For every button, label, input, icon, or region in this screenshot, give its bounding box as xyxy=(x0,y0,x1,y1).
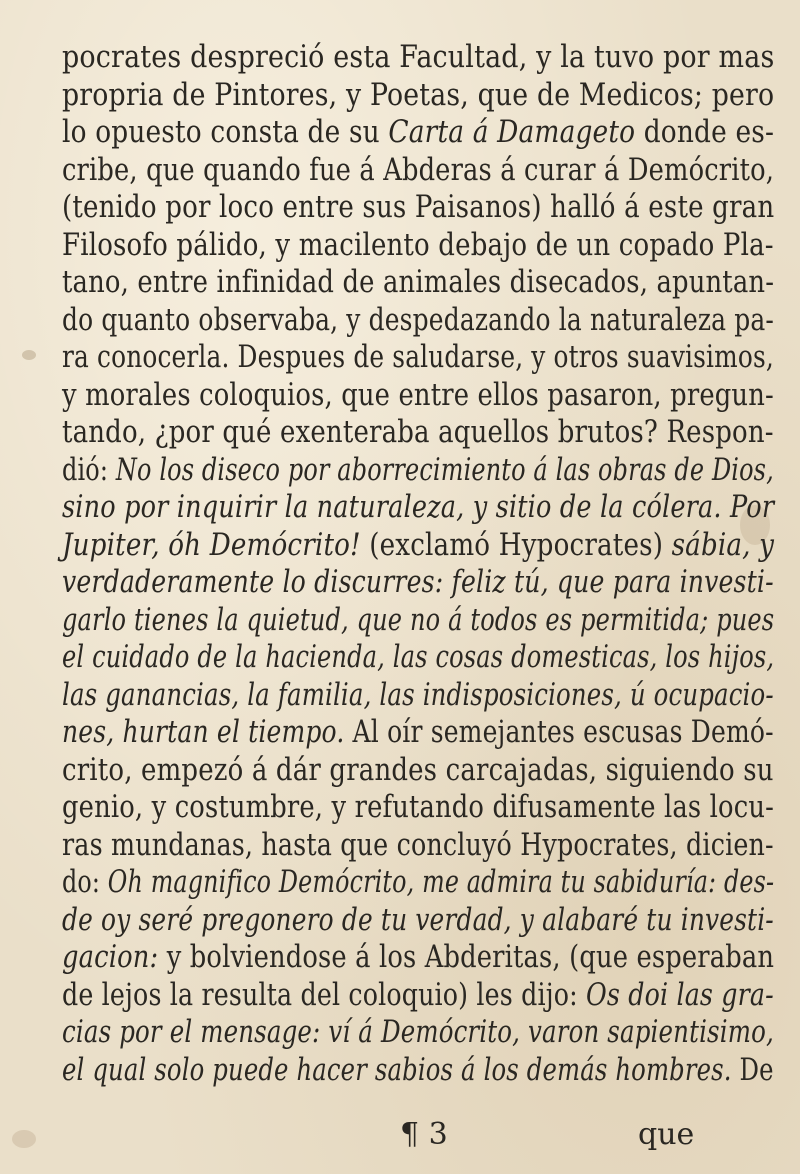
italic-run: nes, hurtan el tiempo. xyxy=(62,715,345,750)
italic-run: el cuidado de la hacienda, las cosas domesticas, los hijos, xyxy=(62,640,775,675)
text-line xyxy=(62,640,774,676)
text-line xyxy=(62,490,774,526)
roman-run: dió: xyxy=(62,453,116,488)
text-line xyxy=(62,115,774,151)
roman-run: do: xyxy=(62,865,108,900)
signature-mark: ¶ 3 xyxy=(400,1117,448,1152)
italic-run: de oy seré pregonero de tu verdad, y alabaré tu investi- xyxy=(62,903,774,938)
italic-run: sino por inquirir la naturaleza, y sitio de la cólera. Por xyxy=(62,490,775,525)
italic-run: el qual solo puede hacer sabios á los demás hombres. xyxy=(62,1053,732,1088)
italic-run: gacion: xyxy=(62,940,159,975)
text-line xyxy=(62,828,774,864)
text-line xyxy=(62,528,774,564)
italic-run: No los diseco por aborrecimiento á las obras de Dios, xyxy=(115,453,774,488)
text-line xyxy=(62,1053,774,1089)
roman-run: y bolviendose á los Abderitas, (que esperaban xyxy=(158,940,775,975)
text-line xyxy=(62,303,774,339)
text-line xyxy=(62,153,774,189)
text-line xyxy=(62,190,774,226)
text-line xyxy=(62,715,774,751)
roman-run: genio, y costumbre, y refutando difusamente las locu- xyxy=(62,790,774,825)
italic-run: Os doi las gra- xyxy=(586,978,774,1013)
roman-run: tano, entre infinidad de animales disecados, apuntan- xyxy=(62,265,775,300)
italic-run: sábia, y xyxy=(671,528,775,563)
roman-run: Filosofo pálido, y macilento debajo de un copado Pla- xyxy=(62,228,774,263)
roman-run: De xyxy=(731,1053,774,1088)
roman-run: tando, ¿por qué exenteraba aquellos brutos? Respon- xyxy=(62,415,774,450)
roman-run: y morales coloquios, que entre ellos pasaron, pregun- xyxy=(62,378,774,413)
roman-run: (exclamó Hypocrates) xyxy=(360,528,672,563)
roman-run: cribe, que quando fue á Abderas á curar á Demócrito, xyxy=(62,153,775,188)
text-line xyxy=(62,903,774,939)
text-line xyxy=(62,78,774,114)
text-line xyxy=(62,603,774,639)
italic-run: garlo tienes la quietud, que no á todos es permitida; pues xyxy=(62,603,775,638)
text-line xyxy=(62,265,774,301)
roman-run: ra conocerla. Despues de saludarse, y otros suavisimos, xyxy=(62,340,774,375)
italic-run: Oh magnifico Demócrito, me admira tu sabiduría: des- xyxy=(107,865,775,900)
text-line xyxy=(62,753,774,789)
text-line xyxy=(62,790,774,826)
roman-run: Al oír semejantes escusas Demó- xyxy=(344,715,774,750)
roman-run: pocrates despreció esta Facultad, y la tuvo por mas xyxy=(62,40,775,75)
roman-run: lo opuesto consta de su xyxy=(62,115,389,150)
italic-run: Carta á Damageto xyxy=(388,115,636,150)
roman-run: donde es- xyxy=(635,115,775,150)
text-line xyxy=(62,865,774,901)
roman-run: do quanto observaba, y despedazando la naturaleza pa- xyxy=(62,303,775,338)
italic-run: Jupiter, óh Demócrito! xyxy=(62,528,361,563)
text-line xyxy=(62,678,774,714)
roman-run: de lejos la resulta del coloquio) les dijo: xyxy=(62,978,587,1013)
stain-mark xyxy=(22,350,36,360)
text-line xyxy=(62,378,774,414)
roman-run: (tenido por loco entre sus Paisanos) halló á este gran xyxy=(62,190,775,225)
text-line xyxy=(62,228,774,264)
text-line xyxy=(62,978,774,1014)
text-line xyxy=(62,1015,774,1051)
text-line xyxy=(62,453,774,489)
text-line xyxy=(62,940,774,976)
italic-run: cias por el mensage: ví á Demócrito, varon sapientisimo, xyxy=(62,1015,774,1050)
roman-run: crito, empezó á dár grandes carcajadas, siguiendo su xyxy=(62,753,774,788)
page-footer xyxy=(0,1117,800,1157)
roman-run: ras mundanas, hasta que concluyó Hypocrates, dicien- xyxy=(62,828,774,863)
roman-run: propria de Pintores, y Poetas, que de Medicos; pero xyxy=(62,78,775,113)
text-line xyxy=(62,340,774,376)
text-line xyxy=(62,565,774,601)
catchword: que xyxy=(638,1117,695,1152)
italic-run: las ganancias, la familia, las indisposiciones, ú ocupacio- xyxy=(62,678,774,713)
text-line xyxy=(62,415,774,451)
italic-run: verdaderamente lo discurres: feliz tú, que para investi- xyxy=(62,565,774,600)
text-line xyxy=(62,40,774,76)
